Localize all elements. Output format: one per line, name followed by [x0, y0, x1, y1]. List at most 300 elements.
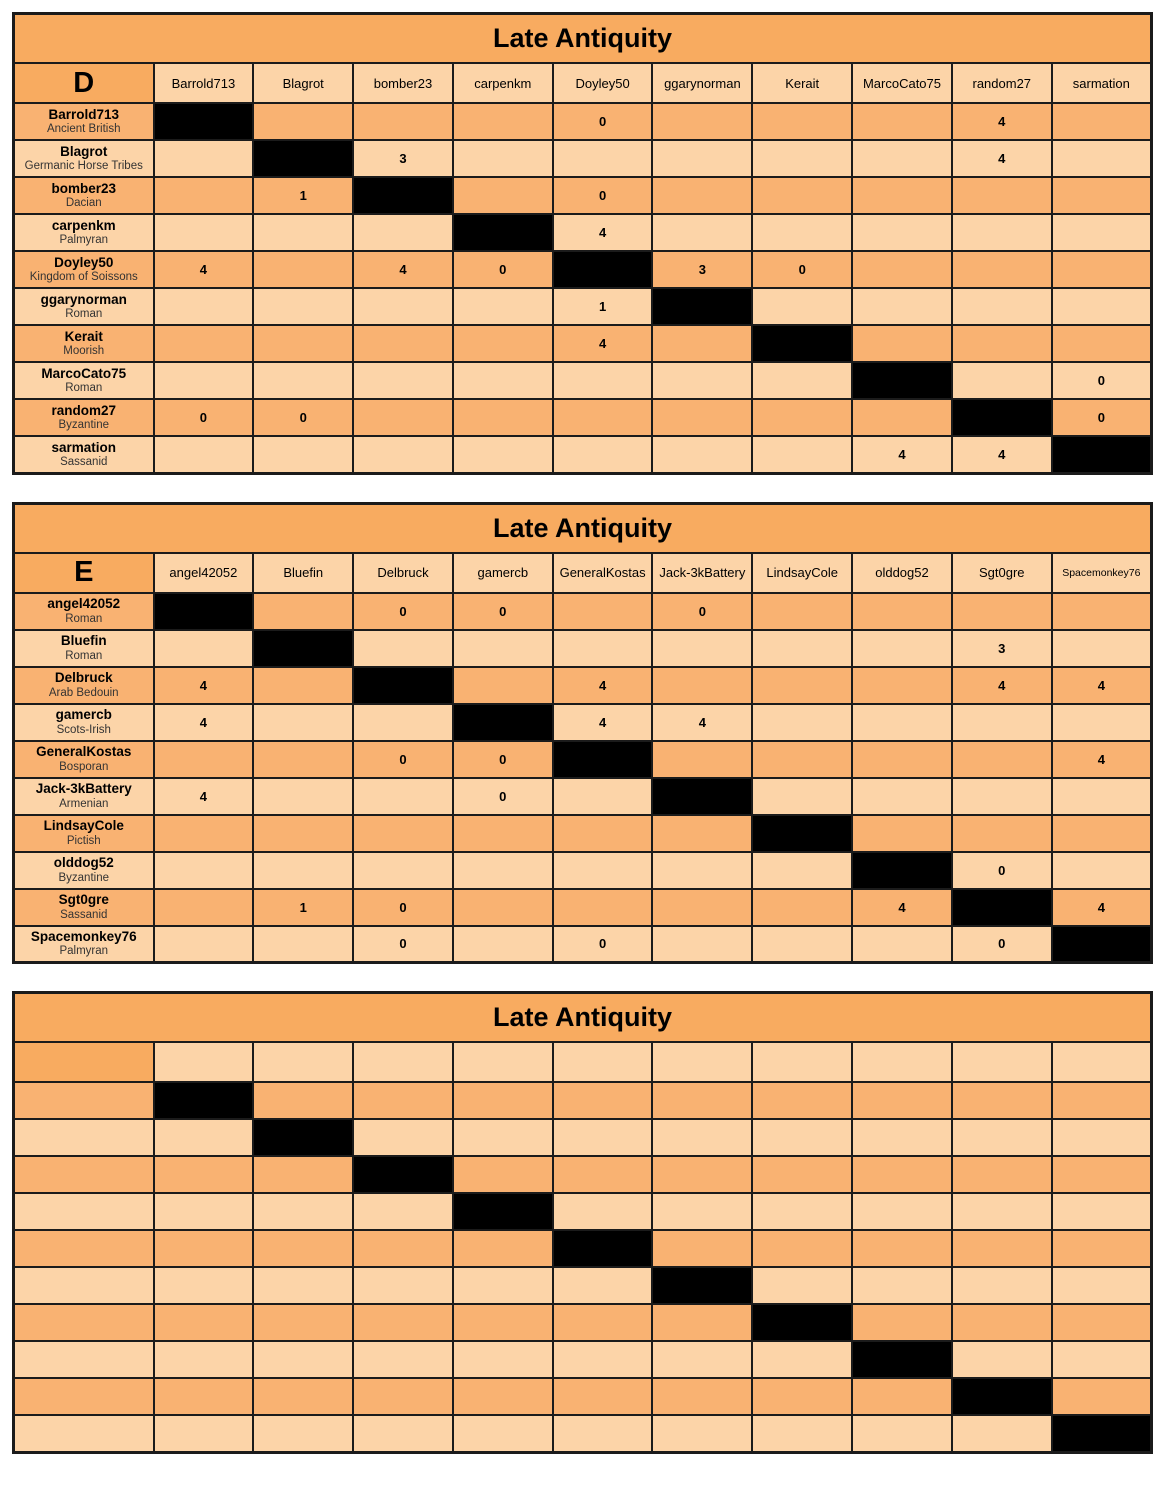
diagonal-cell [353, 177, 453, 214]
table-row [14, 852, 1152, 889]
row-header [14, 1193, 154, 1230]
faction-name: Sassanid [60, 908, 108, 921]
diagonal-cell [453, 1193, 553, 1230]
diagonal-cell [253, 140, 353, 177]
diagonal-cell [253, 630, 353, 667]
score-cell: 3 [652, 251, 752, 288]
row-header [14, 630, 154, 667]
empty-score-cell [952, 1119, 1052, 1156]
faction-name: Ancient British [46, 123, 121, 136]
empty-score-cell [154, 140, 254, 177]
score-cell: 0 [553, 103, 653, 140]
player-name: Sgt0gre [58, 892, 109, 908]
score-cell: 0 [652, 593, 752, 630]
score-cell: 0 [952, 852, 1052, 889]
empty-score-cell [453, 630, 553, 667]
score-cell: 0 [1052, 399, 1152, 436]
empty-score-cell [852, 1378, 952, 1415]
empty-score-cell [253, 704, 353, 741]
diagonal-cell [553, 741, 653, 778]
diagonal-cell [752, 815, 852, 852]
player-name: MarcoCato75 [41, 365, 127, 381]
table-row [14, 399, 1152, 436]
empty-score-cell [752, 288, 852, 325]
empty-score-cell [154, 325, 254, 362]
empty-score-cell [752, 362, 852, 399]
score-cell: 0 [353, 593, 453, 630]
score-cell: 4 [553, 667, 653, 704]
empty-score-cell [253, 852, 353, 889]
player-name: Barrold713 [48, 106, 120, 122]
empty-score-cell [652, 1230, 752, 1267]
faction-name: Kingdom of Soissons [29, 271, 138, 284]
empty-score-cell [553, 399, 653, 436]
faction-name: Pictish [66, 834, 101, 847]
diagonal-cell [253, 1119, 353, 1156]
diagonal-cell [952, 889, 1052, 926]
tournament-table-group-blank [12, 991, 1153, 1454]
table-row [14, 1378, 1152, 1415]
group-corner-cell: E [14, 553, 154, 593]
empty-score-cell [652, 1415, 752, 1452]
empty-score-cell [752, 667, 852, 704]
empty-score-cell [952, 177, 1052, 214]
empty-score-cell [154, 1415, 254, 1452]
empty-score-cell [1052, 251, 1152, 288]
column-header: LindsayCole [752, 553, 852, 593]
empty-score-cell [1052, 852, 1152, 889]
empty-score-cell [1052, 1230, 1152, 1267]
table-row [14, 436, 1152, 473]
score-cell: 4 [553, 704, 653, 741]
empty-score-cell [652, 177, 752, 214]
table-row [14, 741, 1152, 778]
row-header [14, 593, 154, 630]
score-cell: 1 [553, 288, 653, 325]
diagonal-cell [652, 288, 752, 325]
player-name: carpenkm [51, 217, 116, 233]
column-header: bomber23 [353, 63, 453, 103]
empty-score-cell [652, 741, 752, 778]
empty-score-cell [154, 214, 254, 251]
empty-score-cell [652, 667, 752, 704]
empty-score-cell [453, 926, 553, 963]
player-name: ggarynorman [40, 291, 127, 307]
faction-name: Germanic Horse Tribes [24, 160, 143, 173]
empty-score-cell [652, 926, 752, 963]
column-header [253, 1042, 353, 1082]
empty-score-cell [154, 1378, 254, 1415]
empty-score-cell [453, 815, 553, 852]
empty-score-cell [952, 704, 1052, 741]
empty-score-cell [154, 815, 254, 852]
table-row [14, 1341, 1152, 1378]
player-name: random27 [51, 402, 117, 418]
empty-score-cell [353, 1193, 453, 1230]
empty-score-cell [253, 667, 353, 704]
empty-score-cell [253, 741, 353, 778]
faction-name: Palmyran [59, 234, 109, 247]
empty-score-cell [353, 1341, 453, 1378]
score-cell: 0 [353, 741, 453, 778]
table-row [14, 103, 1152, 140]
score-cell: 4 [353, 251, 453, 288]
empty-score-cell [353, 325, 453, 362]
column-header [1052, 1042, 1152, 1082]
empty-score-cell [553, 815, 653, 852]
empty-score-cell [1052, 1304, 1152, 1341]
score-cell: 3 [353, 140, 453, 177]
empty-score-cell [453, 288, 553, 325]
table-row [14, 1119, 1152, 1156]
empty-score-cell [453, 1415, 553, 1452]
score-cell: 0 [453, 741, 553, 778]
empty-score-cell [852, 399, 952, 436]
empty-score-cell [553, 630, 653, 667]
score-cell: 0 [553, 926, 653, 963]
column-header [852, 1042, 952, 1082]
empty-score-cell [852, 1156, 952, 1193]
table-row [14, 1415, 1152, 1452]
table-row [14, 1082, 1152, 1119]
empty-score-cell [652, 1378, 752, 1415]
row-header [14, 1341, 154, 1378]
player-name: bomber23 [51, 180, 117, 196]
row-header [14, 926, 154, 963]
table-row [14, 140, 1152, 177]
empty-score-cell [154, 436, 254, 473]
empty-score-cell [453, 325, 553, 362]
empty-score-cell [752, 630, 852, 667]
empty-score-cell [253, 1156, 353, 1193]
empty-score-cell [852, 1230, 952, 1267]
empty-score-cell [453, 1341, 553, 1378]
column-header [652, 1042, 752, 1082]
faction-name: Sassanid [60, 455, 108, 468]
empty-score-cell [453, 399, 553, 436]
table-row [14, 630, 1152, 667]
empty-score-cell [353, 1082, 453, 1119]
row-header [14, 251, 154, 288]
empty-score-cell [253, 214, 353, 251]
row-header [14, 436, 154, 473]
table-row [14, 1267, 1152, 1304]
faction-name: Scots-Irish [56, 723, 111, 736]
row-header [14, 889, 154, 926]
empty-score-cell [952, 1156, 1052, 1193]
empty-score-cell [553, 593, 653, 630]
empty-score-cell [253, 1267, 353, 1304]
score-cell: 0 [154, 399, 254, 436]
row-header [14, 1156, 154, 1193]
empty-score-cell [652, 815, 752, 852]
empty-score-cell [852, 177, 952, 214]
score-cell: 4 [952, 103, 1052, 140]
empty-score-cell [553, 1304, 653, 1341]
empty-score-cell [553, 362, 653, 399]
empty-score-cell [652, 399, 752, 436]
empty-score-cell [752, 140, 852, 177]
empty-score-cell [453, 1304, 553, 1341]
score-cell: 0 [453, 593, 553, 630]
table-title: Late Antiquity [14, 503, 1152, 553]
column-header: Bluefin [253, 553, 353, 593]
score-cell: 0 [453, 251, 553, 288]
row-header [14, 1378, 154, 1415]
player-name: Spacemonkey76 [30, 929, 137, 945]
column-header: random27 [952, 63, 1052, 103]
empty-score-cell [952, 1304, 1052, 1341]
empty-score-cell [752, 1230, 852, 1267]
table-row [14, 1193, 1152, 1230]
player-name: Doyley50 [54, 254, 114, 270]
empty-score-cell [652, 630, 752, 667]
empty-score-cell [353, 1230, 453, 1267]
empty-score-cell [952, 1193, 1052, 1230]
empty-score-cell [752, 593, 852, 630]
faction-name: Palmyran [59, 945, 109, 958]
empty-score-cell [952, 815, 1052, 852]
empty-score-cell [852, 214, 952, 251]
empty-score-cell [1052, 630, 1152, 667]
score-cell: 4 [952, 436, 1052, 473]
score-cell: 0 [952, 926, 1052, 963]
empty-score-cell [154, 1119, 254, 1156]
empty-score-cell [952, 778, 1052, 815]
row-header [14, 399, 154, 436]
table-row [14, 593, 1152, 630]
diagonal-cell [652, 778, 752, 815]
empty-score-cell [553, 1378, 653, 1415]
column-header: Delbruck [353, 553, 453, 593]
faction-name: Moorish [63, 345, 105, 358]
empty-score-cell [952, 1415, 1052, 1452]
score-cell: 4 [154, 667, 254, 704]
tournament-table-group-d [12, 12, 1153, 475]
empty-score-cell [652, 140, 752, 177]
empty-score-cell [553, 436, 653, 473]
empty-score-cell [154, 288, 254, 325]
empty-score-cell [952, 288, 1052, 325]
row-header [14, 1230, 154, 1267]
empty-score-cell [154, 1230, 254, 1267]
empty-score-cell [453, 1082, 553, 1119]
empty-score-cell [952, 1341, 1052, 1378]
empty-score-cell [852, 704, 952, 741]
player-name: Blagrot [60, 143, 108, 159]
diagonal-cell [852, 852, 952, 889]
table-row [14, 778, 1152, 815]
row-header [14, 325, 154, 362]
empty-score-cell [154, 1267, 254, 1304]
score-cell: 4 [553, 325, 653, 362]
column-header: Blagrot [253, 63, 353, 103]
empty-score-cell [1052, 1378, 1152, 1415]
empty-score-cell [852, 1415, 952, 1452]
diagonal-cell [154, 103, 254, 140]
empty-score-cell [453, 889, 553, 926]
empty-score-cell [253, 926, 353, 963]
empty-score-cell [852, 1267, 952, 1304]
score-cell: 4 [1052, 889, 1152, 926]
empty-score-cell [353, 214, 453, 251]
player-name: Bluefin [60, 633, 107, 649]
empty-score-cell [154, 1304, 254, 1341]
score-cell: 0 [353, 889, 453, 926]
empty-score-cell [852, 251, 952, 288]
score-cell: 4 [852, 436, 952, 473]
empty-score-cell [1052, 1267, 1152, 1304]
empty-score-cell [952, 593, 1052, 630]
empty-score-cell [852, 1193, 952, 1230]
empty-score-cell [652, 1193, 752, 1230]
empty-score-cell [752, 399, 852, 436]
empty-score-cell [652, 1082, 752, 1119]
empty-score-cell [1052, 704, 1152, 741]
empty-score-cell [553, 1119, 653, 1156]
table-row [14, 1156, 1152, 1193]
row-header [14, 288, 154, 325]
diagonal-cell [752, 325, 852, 362]
empty-score-cell [553, 1341, 653, 1378]
empty-score-cell [952, 214, 1052, 251]
empty-score-cell [1052, 1341, 1152, 1378]
empty-score-cell [253, 288, 353, 325]
row-header [14, 1082, 154, 1119]
column-header: Doyley50 [553, 63, 653, 103]
empty-score-cell [752, 103, 852, 140]
column-header: Spacemonkey76 [1052, 553, 1152, 593]
empty-score-cell [652, 1304, 752, 1341]
empty-score-cell [852, 140, 952, 177]
empty-score-cell [453, 177, 553, 214]
group-corner-cell [14, 1042, 154, 1082]
column-header: Sgt0gre [952, 553, 1052, 593]
row-header [14, 214, 154, 251]
table-title: Late Antiquity [14, 14, 1152, 64]
diagonal-cell [852, 362, 952, 399]
diagonal-cell [154, 593, 254, 630]
tournament-table-group-e [12, 502, 1153, 965]
empty-score-cell [253, 251, 353, 288]
score-cell: 1 [253, 889, 353, 926]
empty-score-cell [154, 177, 254, 214]
table-row [14, 325, 1152, 362]
empty-score-cell [453, 1119, 553, 1156]
empty-score-cell [353, 778, 453, 815]
empty-score-cell [553, 889, 653, 926]
column-header: Jack-3kBattery [652, 553, 752, 593]
empty-score-cell [253, 1193, 353, 1230]
empty-score-cell [852, 288, 952, 325]
player-name: Kerait [64, 328, 103, 344]
empty-score-cell [353, 103, 453, 140]
diagonal-cell [553, 1230, 653, 1267]
score-cell: 4 [553, 214, 653, 251]
empty-score-cell [752, 1156, 852, 1193]
empty-score-cell [852, 1119, 952, 1156]
empty-score-cell [253, 1378, 353, 1415]
empty-score-cell [852, 778, 952, 815]
empty-score-cell [752, 1267, 852, 1304]
empty-score-cell [353, 1119, 453, 1156]
diagonal-cell [652, 1267, 752, 1304]
empty-score-cell [353, 399, 453, 436]
row-header [14, 778, 154, 815]
score-cell: 4 [1052, 667, 1152, 704]
row-header [14, 1304, 154, 1341]
column-header: GeneralKostas [553, 553, 653, 593]
empty-score-cell [752, 1341, 852, 1378]
row-header [14, 741, 154, 778]
score-cell: 0 [253, 399, 353, 436]
empty-score-cell [852, 1304, 952, 1341]
empty-score-cell [1052, 177, 1152, 214]
empty-score-cell [1052, 103, 1152, 140]
table-row [14, 667, 1152, 704]
empty-score-cell [553, 852, 653, 889]
score-cell: 4 [1052, 741, 1152, 778]
empty-score-cell [752, 926, 852, 963]
empty-score-cell [353, 288, 453, 325]
score-cell: 3 [952, 630, 1052, 667]
table-row [14, 1304, 1152, 1341]
column-header [553, 1042, 653, 1082]
empty-score-cell [553, 1193, 653, 1230]
column-header: MarcoCato75 [852, 63, 952, 103]
empty-score-cell [852, 103, 952, 140]
diagonal-cell [553, 251, 653, 288]
empty-score-cell [453, 852, 553, 889]
score-cell: 0 [553, 177, 653, 214]
column-header: gamercb [453, 553, 553, 593]
empty-score-cell [453, 1156, 553, 1193]
empty-score-cell [253, 1082, 353, 1119]
empty-score-cell [154, 1156, 254, 1193]
empty-score-cell [453, 140, 553, 177]
table-row [14, 1230, 1152, 1267]
column-header: ggarynorman [652, 63, 752, 103]
diagonal-cell [353, 1156, 453, 1193]
score-cell: 1 [253, 177, 353, 214]
empty-score-cell [154, 630, 254, 667]
empty-score-cell [453, 667, 553, 704]
empty-score-cell [752, 436, 852, 473]
empty-score-cell [752, 177, 852, 214]
empty-score-cell [353, 1267, 453, 1304]
table-title: Late Antiquity [14, 993, 1152, 1043]
empty-score-cell [1052, 815, 1152, 852]
empty-score-cell [652, 889, 752, 926]
empty-score-cell [253, 815, 353, 852]
empty-score-cell [752, 1119, 852, 1156]
table-row [14, 926, 1152, 963]
empty-score-cell [1052, 288, 1152, 325]
empty-score-cell [453, 1230, 553, 1267]
empty-score-cell [353, 630, 453, 667]
player-name: LindsayCole [43, 818, 124, 834]
empty-score-cell [752, 1415, 852, 1452]
row-header [14, 140, 154, 177]
column-header: Barrold713 [154, 63, 254, 103]
empty-score-cell [154, 362, 254, 399]
empty-score-cell [852, 741, 952, 778]
empty-score-cell [253, 362, 353, 399]
faction-name: Byzantine [58, 419, 109, 432]
column-header: olddog52 [852, 553, 952, 593]
player-name: olddog52 [53, 855, 114, 871]
table-row [14, 815, 1152, 852]
